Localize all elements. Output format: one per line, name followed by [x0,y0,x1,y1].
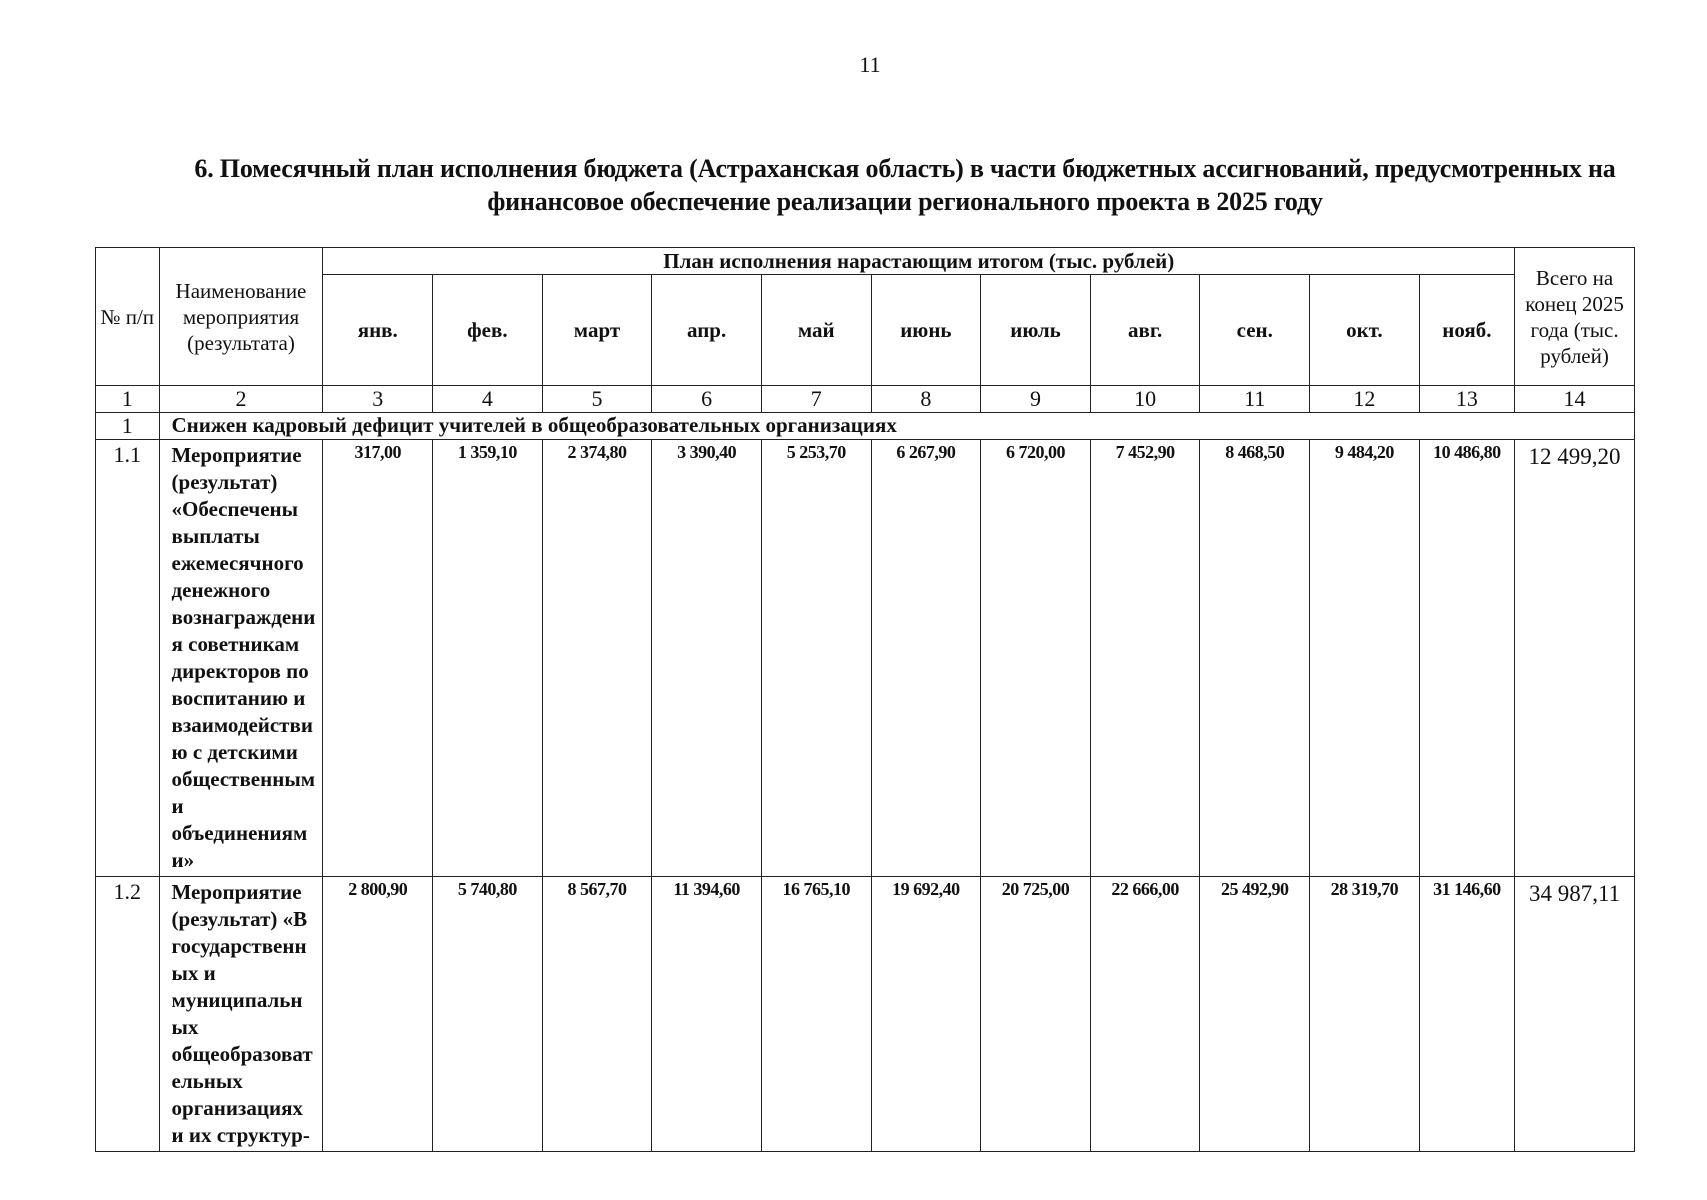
row-value: 11 394,60 [652,877,762,1152]
row-value: 25 492,90 [1200,877,1310,1152]
column-number: 11 [1200,386,1310,413]
month-header: нояб. [1419,275,1514,386]
column-number: 10 [1090,386,1200,413]
column-number: 1 [96,386,160,413]
col-no-header: № п/п [96,248,160,386]
month-header: апр. [652,275,762,386]
row-no: 1.1 [96,440,160,877]
column-number: 5 [542,386,652,413]
month-header: авг. [1090,275,1200,386]
row-value: 16 765,10 [761,877,871,1152]
column-number: 3 [323,386,433,413]
table-row [96,877,1635,1152]
column-number: 9 [981,386,1091,413]
row-name: Мероприятие (результат) «В государственных и муниципальных общеобразовательных организациях и их структур- [159,877,323,1152]
column-number: 6 [652,386,762,413]
row-name: Мероприятие (результат) «Обеспечены выплаты ежемесячного денежного вознаграждения советникам директоров по воспитанию и взаимодействию с детскими общественными объединениями» [159,440,323,877]
month-header: июнь [871,275,981,386]
row-total: 12 499,20 [1515,440,1635,877]
section-title: Снижен кадровый дефицит учителей в общеобразовательных организациях [159,413,1634,440]
row-value: 31 146,60 [1419,877,1514,1152]
row-value: 7 452,90 [1090,440,1200,877]
row-value: 20 725,00 [981,877,1091,1152]
col-name-header: Наименование мероприятия (результата) [159,248,323,386]
row-value: 317,00 [323,440,433,877]
section-no: 1 [96,413,160,440]
row-no: 1.2 [96,877,160,1152]
month-header: окт. [1310,275,1420,386]
row-value: 2 374,80 [542,440,652,877]
column-number: 7 [761,386,871,413]
row-value: 28 319,70 [1310,877,1420,1152]
budget-plan-table [95,247,1635,1152]
month-header: янв. [323,275,433,386]
row-value: 6 720,00 [981,440,1091,877]
column-number: 2 [159,386,323,413]
month-header: фев. [433,275,543,386]
total-header: Всего на конец 2025 года (тыс. рублей) [1515,248,1635,386]
column-number: 4 [433,386,543,413]
row-value: 5 253,70 [761,440,871,877]
row-value: 1 359,10 [433,440,543,877]
month-header: июль [981,275,1091,386]
column-number: 13 [1419,386,1514,413]
month-header: март [542,275,652,386]
row-value: 8 567,70 [542,877,652,1152]
document-title: 6. Помесячный план исполнения бюджета (Астраханская область) в части бюджетных ассигнований, предусмотренных на финансовое обеспечение реализации регионального проекта в 2025 году [194,154,1616,216]
row-value: 5 740,80 [433,877,543,1152]
page-number: 11 [859,52,881,77]
column-number: 8 [871,386,981,413]
month-header: сен. [1200,275,1310,386]
row-value: 9 484,20 [1310,440,1420,877]
row-value: 2 800,90 [323,877,433,1152]
row-total: 34 987,11 [1515,877,1635,1152]
row-value: 19 692,40 [871,877,981,1152]
section-row [96,413,1635,440]
row-value: 8 468,50 [1200,440,1310,877]
row-value: 10 486,80 [1419,440,1514,877]
column-number: 14 [1515,386,1635,413]
row-value: 6 267,90 [871,440,981,877]
plan-header: План исполнения нарастающим итогом (тыс. рублей) [323,248,1515,275]
column-number-row [96,386,1635,413]
row-value: 22 666,00 [1090,877,1200,1152]
month-header: май [761,275,871,386]
table-row [96,440,1635,877]
column-number: 12 [1310,386,1420,413]
row-value: 3 390,40 [652,440,762,877]
